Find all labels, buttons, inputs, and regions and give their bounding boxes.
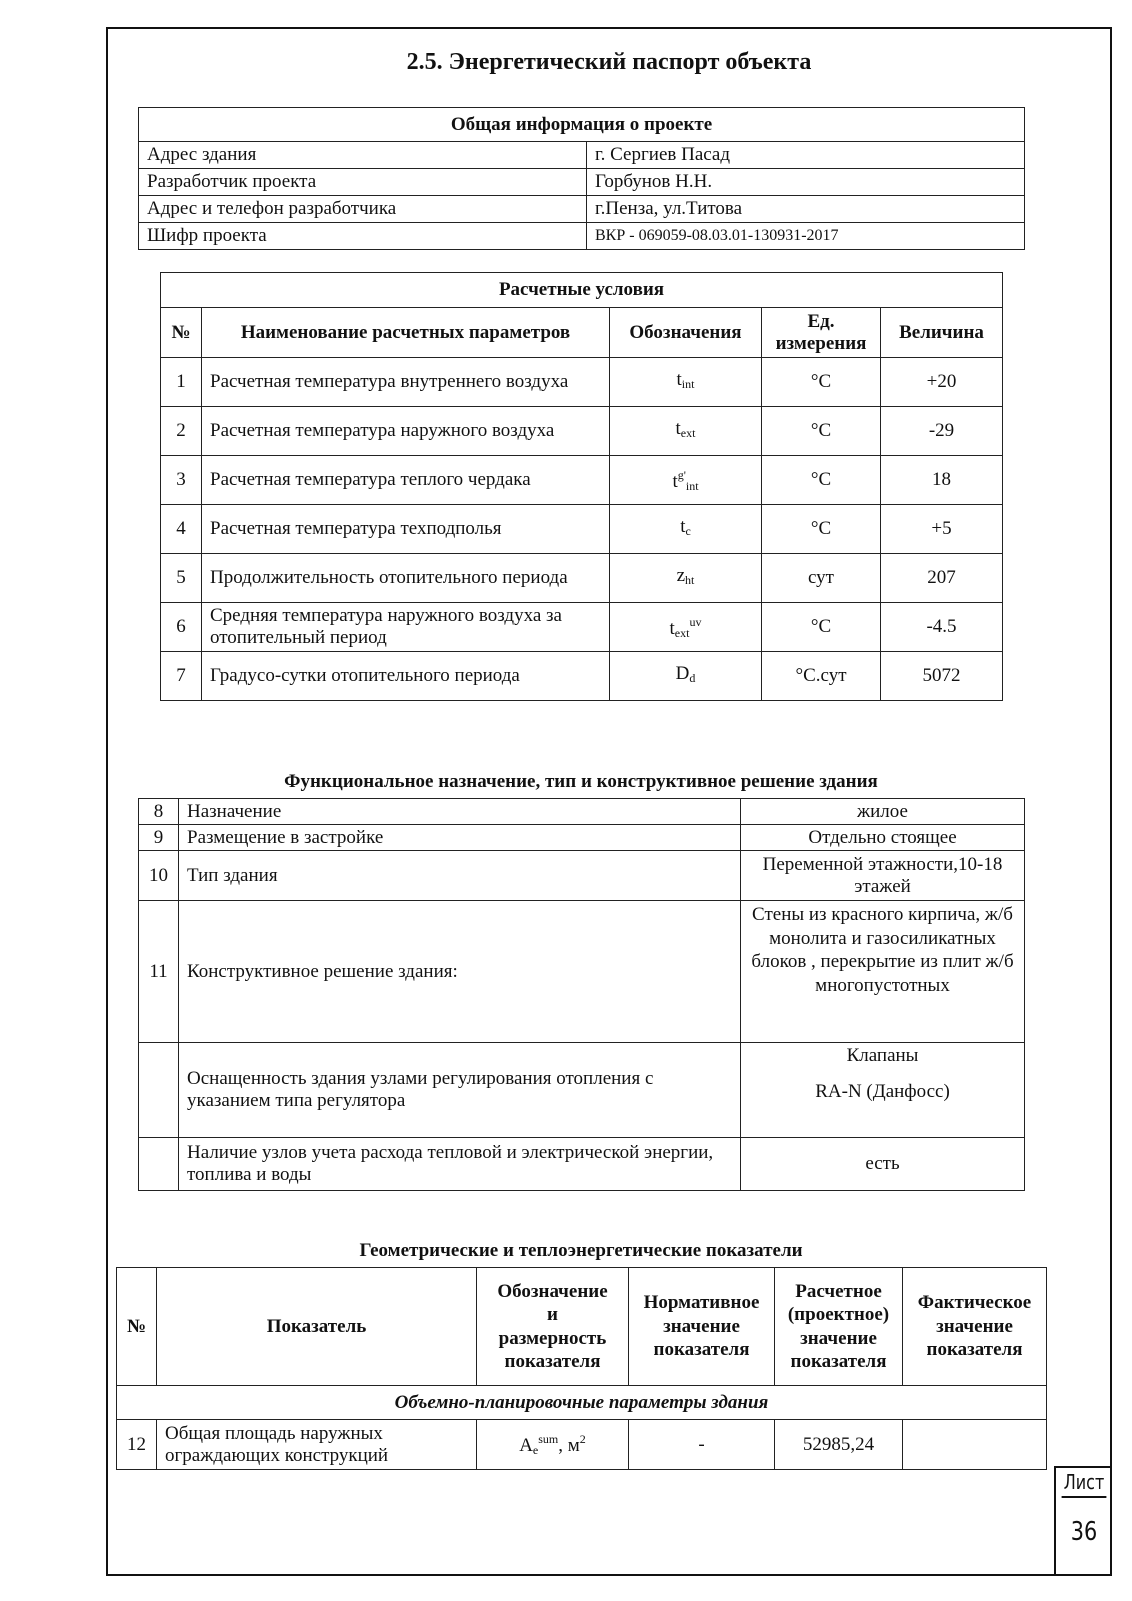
general-value: г.Пенза, ул.Титова xyxy=(587,196,1025,223)
row-label: Наличие узлов учета расхода тепловой и электрической энергии, топлива и воды xyxy=(179,1138,741,1191)
row-value: Отдельно стоящее xyxy=(741,825,1025,851)
table-row xyxy=(139,1043,1025,1138)
row-unit: °С.сут xyxy=(762,652,881,701)
row-normative: - xyxy=(629,1420,775,1470)
table-row xyxy=(117,1420,1047,1470)
row-value: Клапаны RA-N (Данфосс) xyxy=(741,1043,1025,1138)
row-actual xyxy=(903,1420,1047,1470)
general-label: Шифр проекта xyxy=(139,223,587,250)
row-no: 7 xyxy=(161,652,202,701)
general-info-table xyxy=(138,107,1025,250)
col-no: № xyxy=(161,308,202,358)
row-unit: °С xyxy=(762,603,881,652)
table-row xyxy=(139,1138,1025,1191)
row-unit: сут xyxy=(762,554,881,603)
row-no: 12 xyxy=(117,1420,157,1470)
row-unit: °С xyxy=(762,407,881,456)
sheet-number: 36 xyxy=(1070,1517,1098,1547)
row-symbol: $D_d$ xyxy=(610,652,762,701)
table-row xyxy=(139,799,1025,825)
row-name: Средняя температура наружного воздуха за отопительный период xyxy=(202,603,610,652)
row-unit: °С xyxy=(762,456,881,505)
table-row xyxy=(161,358,1003,407)
row-no: 10 xyxy=(139,851,179,901)
row-value: жилое xyxy=(741,799,1025,825)
row-unit: °С xyxy=(762,505,881,554)
row-label: Конструктивное решение здания: xyxy=(179,901,741,1043)
row-value: Переменной этажности,10-18 этажей xyxy=(741,851,1025,901)
row-no: 5 xyxy=(161,554,202,603)
row-no xyxy=(139,1138,179,1191)
general-label: Разработчик проекта xyxy=(139,169,587,196)
row-no: 4 xyxy=(161,505,202,554)
geometric-heading: Геометрические и теплоэнергетические показатели xyxy=(359,1240,803,1261)
general-info-heading: Общая информация о проекте xyxy=(139,108,1025,142)
general-label: Адрес и телефон разработчика xyxy=(139,196,587,223)
general-value: г. Сергиев Пасад xyxy=(587,142,1025,169)
functional-heading: Функциональное назначение, тип и конструктивное решение здания xyxy=(284,771,878,792)
row-name: Расчетная температура внутреннего воздуха xyxy=(202,358,610,407)
conditions-table xyxy=(160,272,1003,701)
row-label: Размещение в застройке xyxy=(179,825,741,851)
row-value: +5 xyxy=(881,505,1003,554)
table-row xyxy=(139,851,1025,901)
table-row xyxy=(161,505,1003,554)
row-symbol: $t_{ext}^{uv}$ xyxy=(610,603,762,652)
col-design: Расчетное (проектное) значение показателя xyxy=(775,1268,903,1386)
row-name: Расчетная температура наружного воздуха xyxy=(202,407,610,456)
row-name: Расчетная температура техподполья xyxy=(202,505,610,554)
col-indicator: Показатель xyxy=(157,1268,477,1386)
col-symbol: Обозначение и размерность показателя xyxy=(477,1268,629,1386)
row-value: Стены из красного кирпича, ж/б монолита и газосиликатных блоков , перекрытие из плит ж/б многопустотных xyxy=(741,901,1025,1043)
col-no: № xyxy=(117,1268,157,1386)
table-row xyxy=(161,456,1003,505)
col-actual: Фактическое значение показателя xyxy=(903,1268,1047,1386)
row-value: -4.5 xyxy=(881,603,1003,652)
sheet-stamp xyxy=(1054,1466,1112,1576)
row-value: 18 xyxy=(881,456,1003,505)
row-value: 207 xyxy=(881,554,1003,603)
row-no: 9 xyxy=(139,825,179,851)
row-label: Тип здания xyxy=(179,851,741,901)
general-label: Адрес здания xyxy=(139,142,587,169)
row-label: Оснащенность здания узлами регулирования отопления с указанием типа регулятора xyxy=(179,1043,741,1138)
row-value: 5072 xyxy=(881,652,1003,701)
table-row xyxy=(161,554,1003,603)
col-name: Наименование расчетных параметров xyxy=(202,308,610,358)
general-value: Горбунов Н.Н. xyxy=(587,169,1025,196)
general-value: ВКР - 069059-08.03.01-130931-2017 xyxy=(587,223,1025,250)
row-name: Продолжительность отопительного периода xyxy=(202,554,610,603)
functional-table xyxy=(138,798,1025,1191)
row-symbol: $t^{g'}_{int}$ xyxy=(610,456,762,505)
section-heading: Объемно-планировочные параметры здания xyxy=(117,1386,1047,1420)
sheet-label: Лист xyxy=(1062,1468,1107,1498)
page-title: 2.5. Энергетический паспорт объекта xyxy=(406,49,812,75)
row-value: -29 xyxy=(881,407,1003,456)
row-design: 52985,24 xyxy=(775,1420,903,1470)
row-value: есть xyxy=(741,1138,1025,1191)
row-no: 2 xyxy=(161,407,202,456)
row-name: Градусо-сутки отопительного периода xyxy=(202,652,610,701)
row-no: 8 xyxy=(139,799,179,825)
row-symbol: $A_e^{sum}$, $м^2$ xyxy=(477,1420,629,1470)
col-symbol: Обозначения xyxy=(610,308,762,358)
conditions-heading: Расчетные условия xyxy=(161,273,1003,308)
row-name: Расчетная температура теплого чердака xyxy=(202,456,610,505)
geometric-table xyxy=(116,1267,1047,1470)
row-symbol: $t_{ext}$ xyxy=(610,407,762,456)
row-symbol: $z_{ht}$ xyxy=(610,554,762,603)
row-no: 3 xyxy=(161,456,202,505)
row-no: 1 xyxy=(161,358,202,407)
table-row xyxy=(161,407,1003,456)
row-symbol: $t_{int}$ xyxy=(610,358,762,407)
row-symbol: $t_c$ xyxy=(610,505,762,554)
row-label: Назначение xyxy=(179,799,741,825)
table-row xyxy=(161,603,1003,652)
table-row xyxy=(161,652,1003,701)
col-unit: Ед. измерения xyxy=(762,308,881,358)
row-value: +20 xyxy=(881,358,1003,407)
row-unit: °С xyxy=(762,358,881,407)
col-normative: Нормативное значение показателя xyxy=(629,1268,775,1386)
row-no: 6 xyxy=(161,603,202,652)
table-row xyxy=(139,901,1025,1043)
row-no xyxy=(139,1043,179,1138)
row-no: 11 xyxy=(139,901,179,1043)
row-indicator: Общая площадь наружных ограждающих конструкций xyxy=(157,1420,477,1470)
col-value: Величина xyxy=(881,308,1003,358)
table-row xyxy=(139,825,1025,851)
